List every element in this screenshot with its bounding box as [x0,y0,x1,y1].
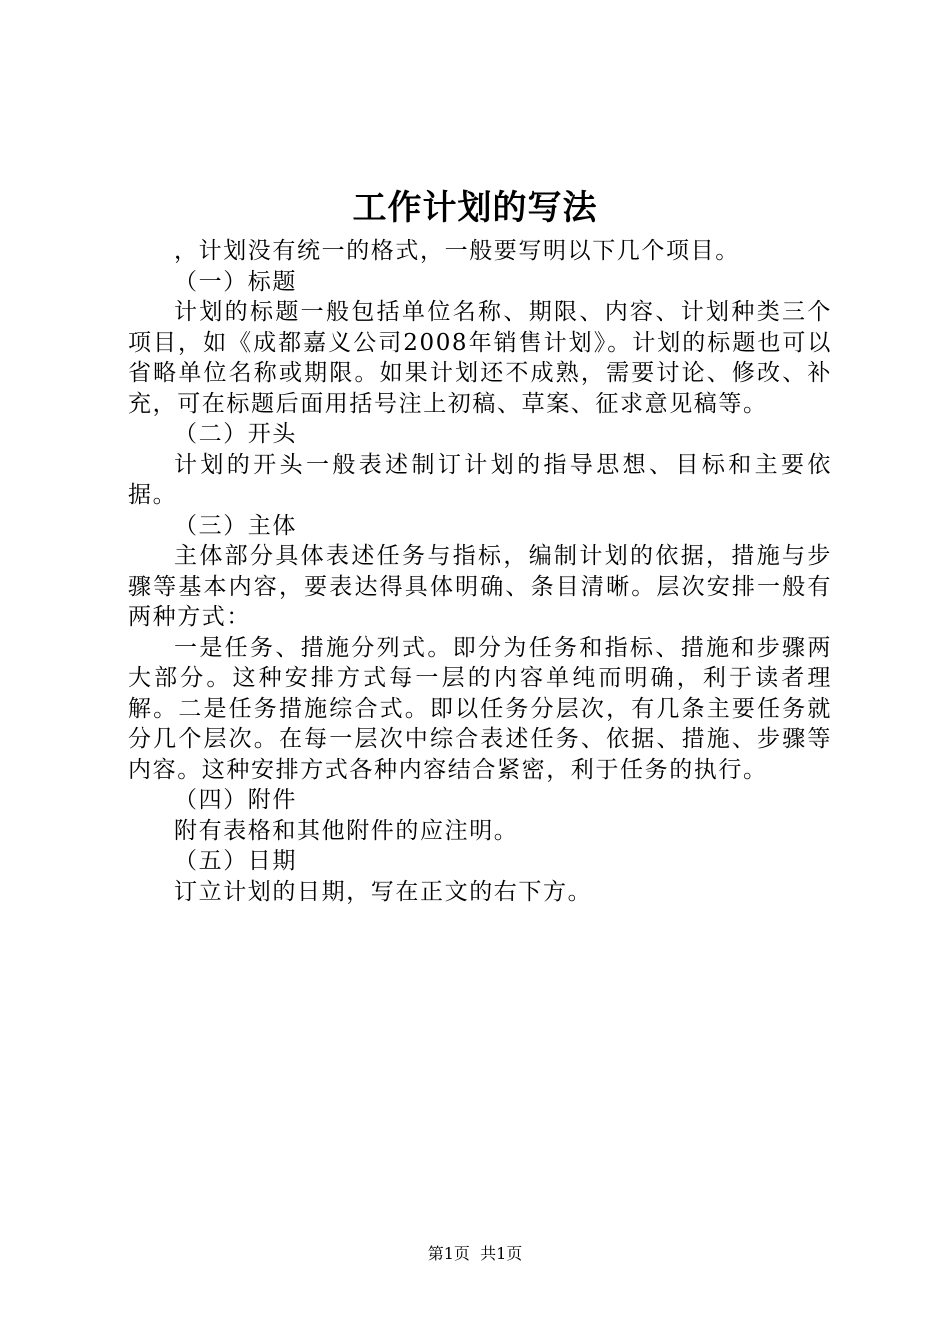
intro-paragraph: ，计划没有统一的格式，一般要写明以下几个项目。 [174,238,740,264]
section-heading-opening: （二）开头 [174,421,297,447]
section-heading-main-body: （三）主体 [174,512,297,539]
document-title: 工作计划的写法 [352,188,598,228]
section-opening-paragraph: 计划的开头一般表述制订计划的指导思想、目标和主要依据。 [128,451,832,508]
section-attachments-paragraph: 附有表格和其他附件的应注明。 [174,817,519,844]
page-footer [0,1244,950,1264]
section-date-paragraph: 订立计划的日期，写在正文的右下方。 [174,878,593,905]
document-body [128,236,832,907]
section-title-paragraph: 计划的标题一般包括单位名称、期限、内容、计划种类三个项目，如《成都嘉义公司2008年销售计划》。计划的标题也可以省略单位名称或期限。如果计划还不成熟，需要讨论、修改、补充，可在标题后面用括号注上初稿、草案、征求意见稿等。 [128,299,832,417]
page-number: 第1页 [427,1244,470,1263]
section-main-body-paragraph-2: 一是任务、措施分列式。即分为任务和指标、措施和步骤两大部分。这种安排方式每一层的内容单纯而明确，利于读者理解。二是任务措施综合式。即以任务分层次，有几条主要任务就分几个层次。在每一层次中综合表述任务、依据、措施、步骤等内容。这种安排方式各种内容结合紧密，利于任务的执行。 [128,634,832,783]
section-main-body-paragraph-1: 主体部分具体表述任务与指标，编制计划的依据，措施与步骤等基本内容，要表达得具体明确、条目清晰。层次安排一般有两种方式： [128,543,832,630]
section-heading-date: （五）日期 [174,848,297,874]
section-heading-attachments: （四）附件 [174,787,297,813]
page-total: 共1页 [480,1244,523,1263]
section-heading-title: （一）标题 [174,268,297,295]
